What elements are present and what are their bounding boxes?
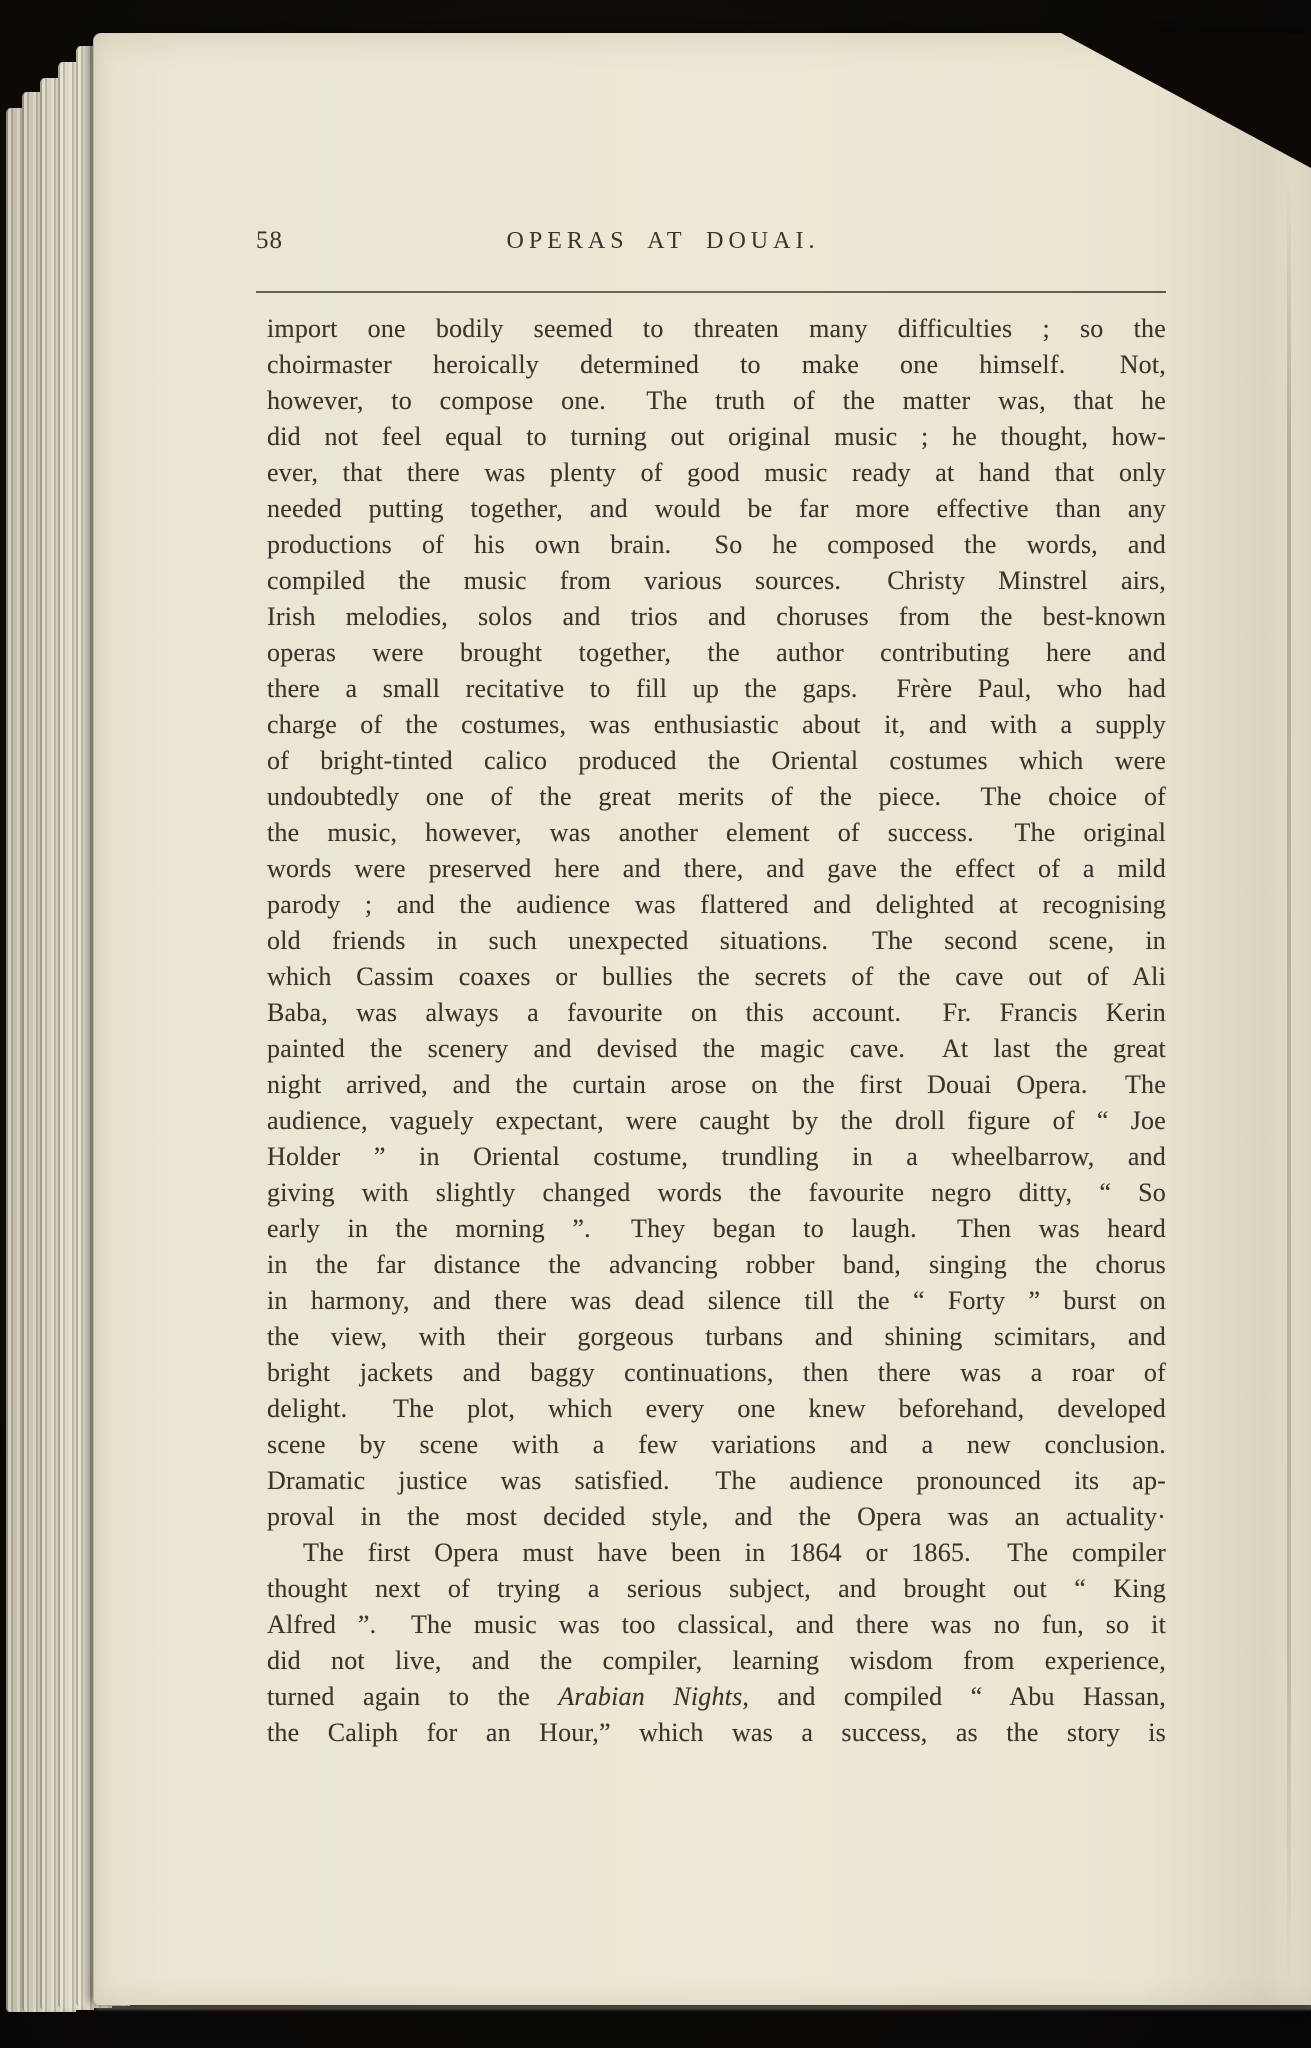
text-line: in harmony, and there was dead silence till the “ Forty ” burst on xyxy=(267,1286,1166,1315)
gutter-crease xyxy=(1287,183,1291,1990)
text-line: in the far distance the advancing robber band, singing the chorus xyxy=(267,1250,1166,1279)
text-line: import one bodily seemed to threaten many difficulties ; so the xyxy=(267,314,1166,343)
text-line: Alfred ”. The music was too classical, and there was no fun, so it xyxy=(267,1610,1166,1639)
text-line: parody ; and the audience was flattered and delighted at recognising xyxy=(267,890,1166,919)
book-page xyxy=(93,33,1311,2005)
text-line: night arrived, and the curtain arose on the first Douai Opera. The xyxy=(267,1070,1166,1099)
text-line: did not live, and the compiler, learning wisdom from experience, xyxy=(267,1646,1166,1675)
text-line: thought next of trying a serious subject, and brought out “ King xyxy=(267,1574,1166,1603)
text-line: bright jackets and baggy continuations, then there was a roar of xyxy=(267,1358,1166,1387)
text-line: there a small recitative to fill up the gaps. Frère Paul, who had xyxy=(267,674,1166,703)
text-line: delight. The plot, which every one knew beforehand, developed xyxy=(267,1394,1166,1423)
running-head: OPERAS AT DOUAI. xyxy=(506,228,820,254)
text-line: Dramatic justice was satisfied. The audience pronounced its ap- xyxy=(267,1466,1166,1495)
text-line: audience, vaguely expectant, were caught by the droll figure of “ Joe xyxy=(267,1106,1166,1135)
text-line: turned again to the Arabian Nights, and compiled “ Abu Hassan, xyxy=(267,1682,1166,1711)
page-header xyxy=(256,225,1166,257)
text-line: giving with slightly changed words the favourite negro ditty, “ So xyxy=(267,1178,1166,1207)
text-line: the view, with their gorgeous turbans and shining scimitars, and xyxy=(267,1322,1166,1351)
text-line: compiled the music from various sources. Christy Minstrel airs, xyxy=(267,566,1166,595)
text-line: however, to compose one. The truth of the matter was, that he xyxy=(267,386,1166,415)
page-number: 58 xyxy=(256,227,283,254)
text-line: the music, however, was another element of success. The original xyxy=(267,818,1166,847)
text-line: old friends in such unexpected situations. The second scene, in xyxy=(267,926,1166,955)
text-line: productions of his own brain. So he composed the words, and xyxy=(267,530,1166,559)
text-line: scene by scene with a few variations and a new conclusion. xyxy=(267,1430,1166,1459)
text-line: which Cassim coaxes or bullies the secrets of the cave out of Ali xyxy=(267,962,1166,991)
text-line: proval in the most decided style, and the Opera was an actuality· xyxy=(267,1502,1166,1531)
header-rule xyxy=(256,291,1166,293)
text-line: words were preserved here and there, and gave the effect of a mild xyxy=(267,854,1166,883)
text-line: Holder ” in Oriental costume, trundling in a wheelbarrow, and xyxy=(267,1142,1166,1171)
text-line: The first Opera must have been in 1864 or 1865. The compiler xyxy=(303,1538,1166,1567)
text-line: the Caliph for an Hour,” which was a success, as the story is xyxy=(267,1718,1166,1747)
text-line: painted the scenery and devised the magic cave. At last the great xyxy=(267,1034,1166,1063)
text-line: charge of the costumes, was enthusiastic about it, and with a supply xyxy=(267,710,1166,739)
text-line: Baba, was always a favourite on this account. Fr. Francis Kerin xyxy=(267,998,1166,1027)
body-text xyxy=(267,311,1166,1751)
text-line: ever, that there was plenty of good music ready at hand that only xyxy=(267,458,1166,487)
text-line: operas were brought together, the author contributing here and xyxy=(267,638,1166,667)
text-line: choirmaster heroically determined to make one himself. Not, xyxy=(267,350,1166,379)
text-line: needed putting together, and would be far more effective than any xyxy=(267,494,1166,523)
text-line: early in the morning ”. They began to laugh. Then was heard xyxy=(267,1214,1166,1243)
text-line: Irish melodies, solos and trios and choruses from the best-known xyxy=(267,602,1166,631)
text-line: undoubtedly one of the great merits of the piece. The choice of xyxy=(267,782,1166,811)
text-line: did not feel equal to turning out original music ; he thought, how- xyxy=(267,422,1166,451)
text-line: of bright-tinted calico produced the Oriental costumes which were xyxy=(267,746,1166,775)
